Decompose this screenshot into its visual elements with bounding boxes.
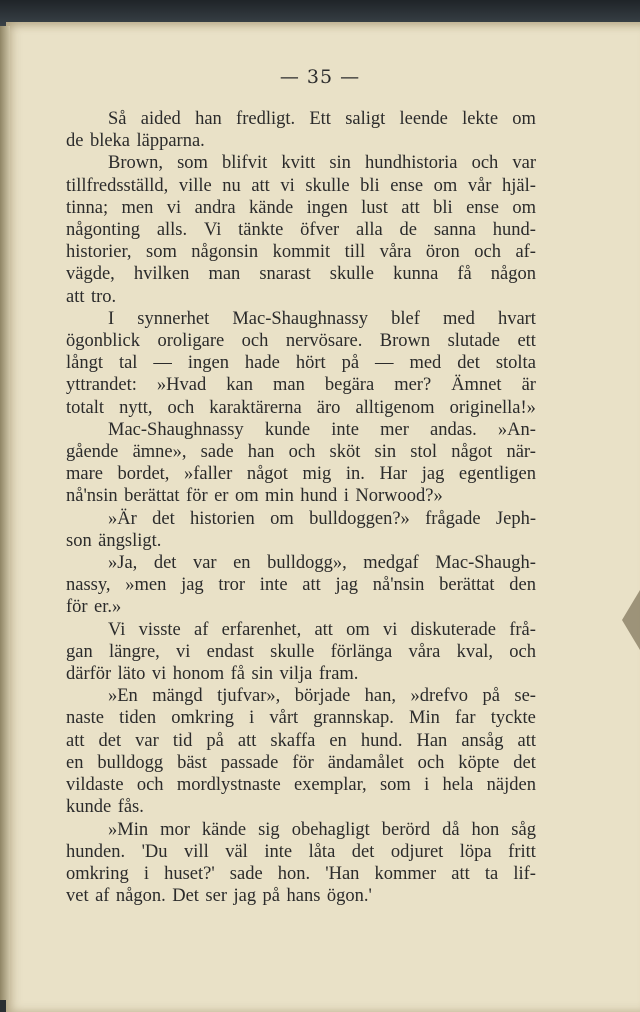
text-line: ögonblick oroligare och nervösare. Brown slutade ett <box>66 331 536 352</box>
text-line: omkring i huset?' sade hon. 'Han kommer att ta lif- <box>66 863 536 884</box>
text-line: »En mängd tjufvar», började han, »drefvo på se- <box>108 686 536 707</box>
text-line: tillfredsställd, ville nu att vi skulle bli ense om vår hjäl- <box>66 175 536 196</box>
text-line: nå'nsin berättat för er om min hund i Norwood?» <box>66 486 443 507</box>
text-line: därför läto vi honom få sin vilja fram. <box>66 664 359 685</box>
page-spine-shadow <box>0 26 10 1000</box>
text-line: de bleka läpparna. <box>66 131 205 152</box>
text-line: att det var tid på att skaffa en hund. Han ansåg att <box>66 730 536 751</box>
text-line: Vi visste af erfarenhet, att om vi diskuterade frå- <box>108 619 536 640</box>
text-line: gående ämne», sade han och sköt sin stol något när- <box>66 442 536 463</box>
text-line: historier, som någonsin kommit till våra öron och af- <box>66 242 536 263</box>
text-line: son ängsligt. <box>66 530 162 551</box>
text-line: totalt nytt, och karaktärerna äro alltigenom originella!» <box>66 397 536 418</box>
page-body-text <box>66 108 536 907</box>
text-line: långt tal — ingen hade hört på — med det stolta <box>66 353 536 374</box>
text-line: kunde fås. <box>66 797 144 818</box>
text-line: att tro. <box>66 286 117 307</box>
text-line: I synnerhet Mac-Shaughnassy blef med hvart <box>108 308 536 329</box>
text-line: Mac-Shaughnassy kunde inte mer andas. »An- <box>108 419 536 440</box>
text-line: någonting alls. Vi tänkte öfver alla de sanna hund- <box>66 220 536 241</box>
text-line: »Min mor kände sig obehagligt berörd då hon såg <box>108 819 536 840</box>
text-line: gan längre, vi endast skulle förlänga våra kval, och <box>66 641 536 662</box>
text-line: för er.» <box>66 597 122 618</box>
text-line: tinna; men vi andra kände ingen lust att bli ense om <box>66 197 536 218</box>
text-line: nassy, »men jag tror inte att jag nå'nsin berättat den <box>66 575 536 596</box>
text-line: mare bordet, »faller något mig in. Har jag egentligen <box>66 464 536 485</box>
text-line: »Är det historien om bulldoggen?» frågade Jeph- <box>108 508 536 529</box>
page-number: — 35 — <box>279 66 361 88</box>
text-line: hunden. 'Du vill väl inte låta det odjuret löpa fritt <box>66 841 536 862</box>
text-line: naste tiden omkring i vårt grannskap. Min far tyckte <box>66 708 536 729</box>
text-line: yttrandet: »Hvad kan man begära mer? Ämnet är <box>66 375 536 396</box>
text-line: en bulldogg bäst passade för ändamålet och köpte det <box>66 752 536 773</box>
text-line: vildaste och mordlystnaste exemplar, som i hela näjden <box>66 775 536 796</box>
text-line: vägde, hvilken man snarast skulle kunna få någon <box>66 264 536 285</box>
text-line: Brown, som blifvit kvitt sin hundhistoria och var <box>108 153 536 174</box>
text-line: Så aided han fredligt. Ett saligt leende lekte om <box>108 109 536 129</box>
text-line: »Ja, det var en bulldogg», medgaf Mac-Shaugh- <box>108 553 536 574</box>
text-line: vet af någon. Det ser jag på hans ögon.' <box>66 886 372 907</box>
